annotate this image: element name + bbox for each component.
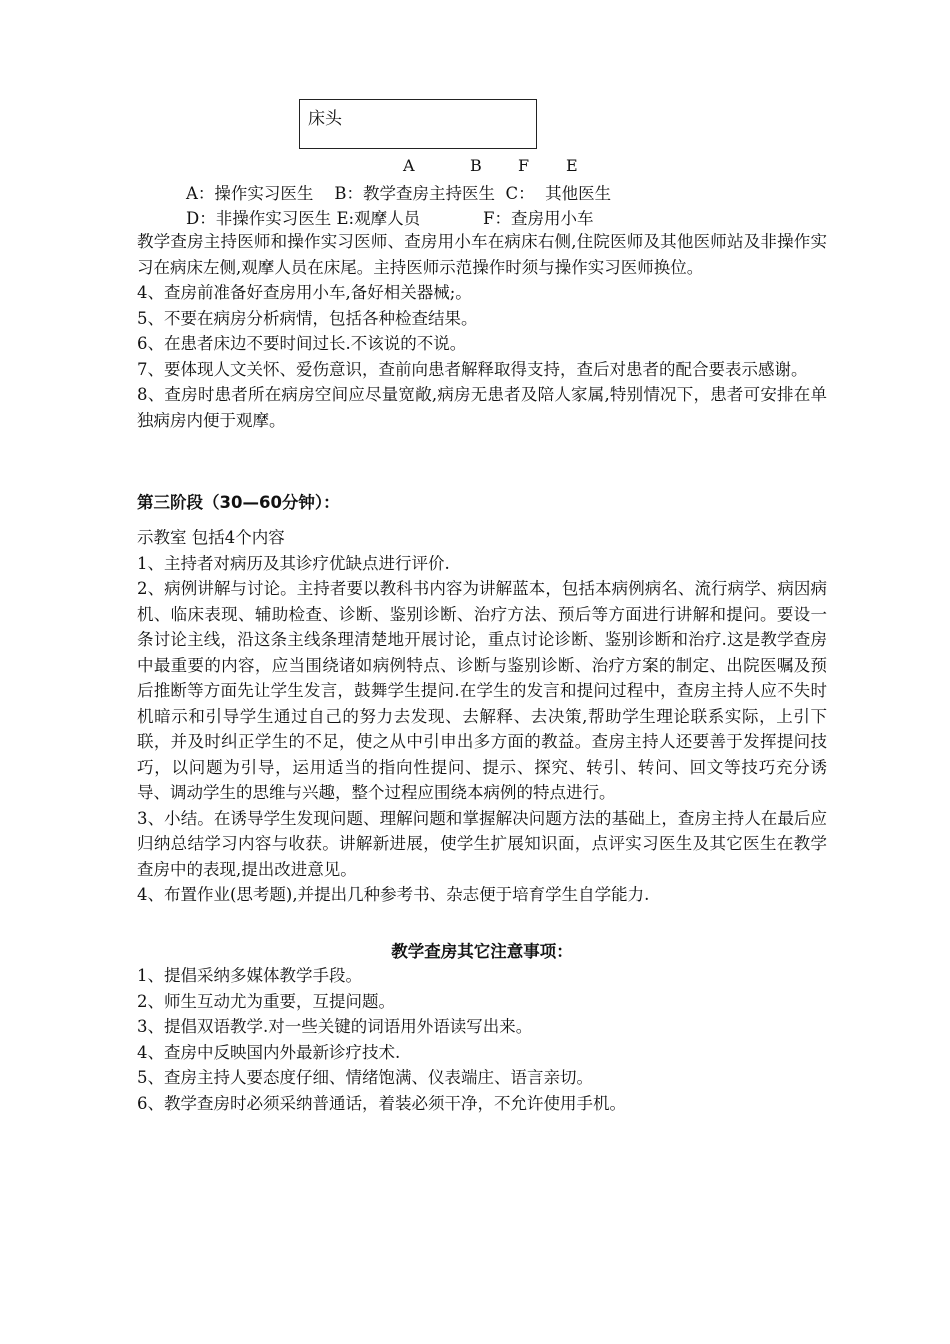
- list-item: 4、查房前准备好查房用小车,备好相关器械;。: [137, 283, 472, 302]
- list-item: 2、师生互动尤为重要，互提问题。: [137, 991, 395, 1011]
- list-item: 2、病例讲解与讨论。主持者要以教科书内容为讲解蓝本，包括本病例病名、流行病学、病因病机、临床表现、辅助检查、诊断、鉴别诊断、治疗方法、预后等方面进行讲解和提问。要设一条讨论主线，沿这条主线条理清楚地开展讨论，重点讨论诊断、鉴别诊断和治疗.这是教学查房中最重要的内容，应当围绕诸如病例特点、诊断与鉴别诊断、治疗方案的制定、出院医嘱及预后推断等方面先让学生发言，鼓舞学生提问.在学生的发言和提问过程中，查房主持人应不失时机暗示和引导学生通过自己的努力去发现、去解释、去决策,帮助学生理论联系实际，上引下联，并及时纠正学生的不足，使之从中引申出多方面的教益。查房主持人还要善于发挥提问技巧，以问题为引导，运用适当的指向性提问、提示、探究、转引、转问、回文等技巧充分诱导、调动学生的思维与兴趣，整个过程应围绕本病例的特点进行。: [137, 579, 827, 802]
- bed-head-label: 床头: [308, 109, 342, 129]
- section1-intro: 教学查房主持医师和操作实习医师、查房用小车在病床右侧,住院医师及其他医师站及非操作实习在病床左侧,观摩人员在床尾。主持医师示范操作时须与操作实习医师换位。: [137, 232, 827, 277]
- list-item: 6、在患者床边不要时间过长.不该说的不说。: [137, 334, 467, 353]
- stage3-text: [137, 525, 827, 908]
- position-label-f: F: [518, 156, 530, 175]
- list-item: 4、布置作业(思考题),并提出几种参考书、杂志便于培育学生自学能力.: [137, 885, 650, 904]
- bed-diagram-box: [299, 99, 537, 149]
- list-item: 5、查房主持人要态度仔细、情绪饱满、仪表端庄、语言亲切。: [137, 1068, 593, 1087]
- stage3-intro: 示教室 包括4个内容: [137, 528, 285, 547]
- legend-line-1: A：操作实习医生 B：教学查房主持医生 C： 其他医生: [186, 184, 612, 203]
- legend-line-2: D：非操作实习医生 E:观摩人员 F：查房用小车: [186, 209, 594, 228]
- section1-text: [137, 229, 827, 433]
- list-item: 5、不要在病房分析病情，包括各种检查结果。: [137, 308, 478, 328]
- list-item: 3、小结。在诱导学生发现问题、理解问题和掌握解决问题方法的基础上，查房主持人在最后应归纳总结学习内容与收获。讲解新进展，使学生扩展知识面，点评实习医生及其它医生在教学查房中的表现,提出改进意见。: [137, 808, 827, 879]
- list-item: 6、教学查房时必须采纳普通话，着装必须干净，不允许使用手机。: [137, 1093, 626, 1113]
- position-label-a: A: [403, 156, 415, 175]
- position-label-e: E: [566, 156, 578, 175]
- list-item: 4、查房中反映国内外最新诊疗技术.: [137, 1042, 401, 1062]
- list-item: 7、要体现人文关怀、爱伤意识，查前向患者解释取得支持，查后对患者的配合要表示感谢。: [137, 359, 808, 379]
- notes-heading: 教学查房其它注意事项：: [391, 942, 573, 961]
- list-item: 1、主持者对病历及其诊疗优缺点进行评价.: [137, 553, 450, 573]
- list-item: 3、提倡双语教学.对一些关键的词语用外语读写出来。: [137, 1017, 533, 1036]
- list-item: 8、查房时患者所在病房空间应尽量宽敞,病房无患者及陪人家属,特别情况下，患者可安排在单独病房内便于观摩。: [137, 385, 827, 430]
- notes-text: [137, 963, 827, 1116]
- position-label-b: B: [470, 156, 482, 175]
- stage3-heading: 第三阶段（30—60分钟）：: [137, 493, 340, 512]
- list-item: 1、提倡采纳多媒体教学手段。: [137, 966, 362, 985]
